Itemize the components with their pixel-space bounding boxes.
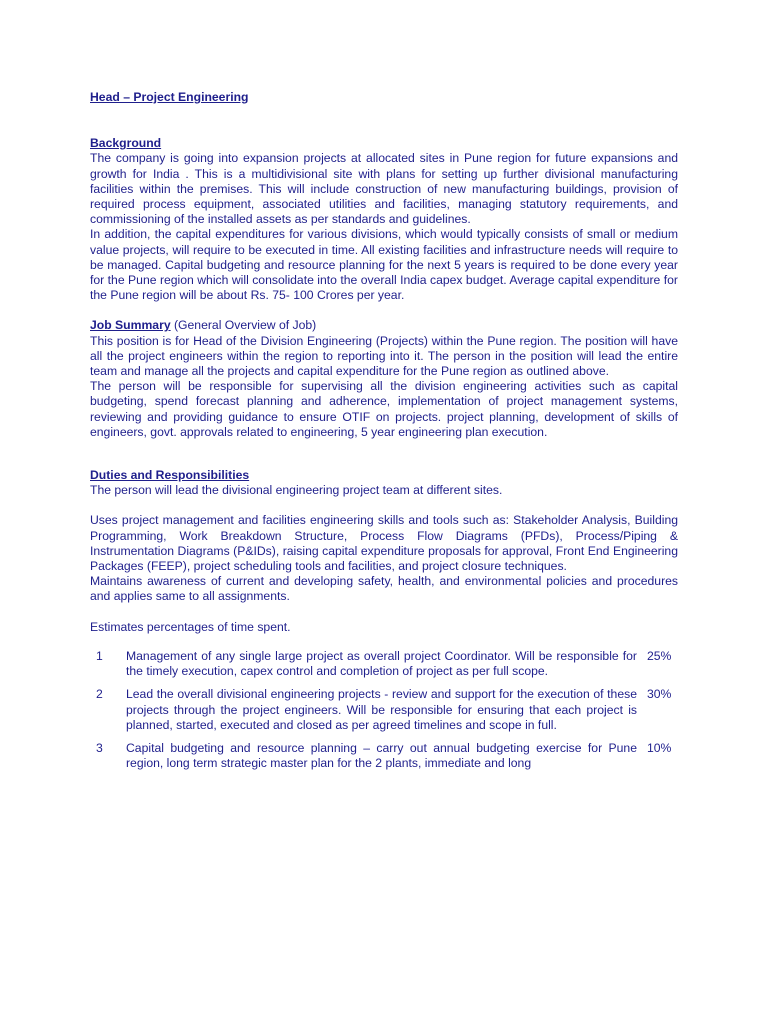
background-heading: Background [90, 136, 162, 151]
task-description: Capital budgeting and resource planning – carry out annual budgeting exercise for Pune region, long term strategic master plan for the 2 plants, immediate and long [126, 740, 637, 771]
background-paragraph-2: In addition, the capital expenditures for various divisions, which would typically consists of small or medium value projects, will require to be executed in time. All existing facilities and infrastructure needs will require to be managed. Capital budgeting and resource planning for the next 5 years is required to be done every year for the Pune region which will consolidate into the overall India capex budget. Average capital expenditure for the Pune region will be about Rs. 75- 100 Crores per year. [90, 227, 678, 303]
duties-heading: Duties and Responsibilities [90, 468, 250, 483]
task-row [90, 649, 678, 679]
job-summary-subheading: (General Overview of Job) [170, 318, 317, 333]
duties-section [90, 468, 678, 635]
spacer [90, 498, 678, 513]
task-number: 3 [96, 740, 103, 755]
task-description: Lead the overall divisional engineering projects - review and support for the execution of these projects through the project engineers. Will be responsible for ensuring that each project is planned, started, executed and closed as per agreed timelines and scope in full. [126, 687, 637, 732]
time-allocation-list [90, 649, 678, 771]
task-number: 1 [96, 648, 103, 663]
job-summary-paragraph-1: This position is for Head of the Division Engineering (Projects) within the Pune region. The position will have all the project engineers within the region to reporting into it. The person in the position will lead the entire team and manage all the projects and capital expenditure for the Pune region as outlined above. [90, 333, 678, 379]
task-row [90, 741, 678, 771]
job-summary-heading-line [90, 318, 678, 333]
task-description: Management of any single large project as overall project Coordinator. Will be responsible for the timely execution, capex control and completion of project as per full scope. [126, 648, 637, 679]
duties-paragraph-3: Maintains awareness of current and developing safety, health, and environmental policies and procedures and applies same to all assignments. [90, 574, 678, 604]
duties-paragraph-2: Uses project management and facilities engineering skills and tools such as: Stakeholder Analysis, Building Programming, Work Breakdown Structure, Process Flow Diagrams (PFDs), Process/Piping & Instrumentation Diagrams (P&IDs), raising capital expenditure proposals for approval, Front End Engineering Packages (FEEP), project scheduling tools and facilities, and project closure techniques. [90, 513, 678, 574]
spacer [90, 440, 678, 468]
duties-paragraph-1: The person will lead the divisional engineering project team at different sites. [90, 483, 503, 498]
document-title: Head – Project Engineering [90, 90, 249, 104]
job-summary-paragraph-2: The person will be responsible for supervising all the division engineering activities such as capital budgeting, spend forecast planning and adherence, implementation of project management systems, reviewing and providing guidance to ensure OTIF on projects. project planning, development of skills of engineers, govt. approvals related to engineering, 5 year engineering plan execution. [90, 379, 678, 439]
job-summary-heading: Job Summary [90, 318, 171, 333]
background-paragraph-1: The company is going into expansion projects at allocated sites in Pune region for future expansions and growth for India . This is a multidivisional site with plans for setting up further divisional manufacturing facilities within the premises. This will include construction of new manufacturing buildings, provision of required process equipment, associated utilities and facilities, managing statutory requirements, and commissioning of the installed assets as per standards and guidelines. [90, 151, 678, 227]
spacer [90, 105, 678, 136]
task-percentage: 10% [647, 740, 672, 755]
task-percentage: 30% [647, 687, 672, 702]
task-percentage: 25% [647, 648, 672, 663]
job-summary-section [90, 318, 678, 440]
spacer [90, 303, 678, 318]
task-row [90, 687, 678, 733]
document-page [90, 90, 678, 779]
task-number: 2 [96, 687, 103, 702]
background-section [90, 136, 678, 303]
duties-paragraph-4: Estimates percentages of time spent. [90, 619, 291, 634]
spacer [90, 605, 678, 620]
